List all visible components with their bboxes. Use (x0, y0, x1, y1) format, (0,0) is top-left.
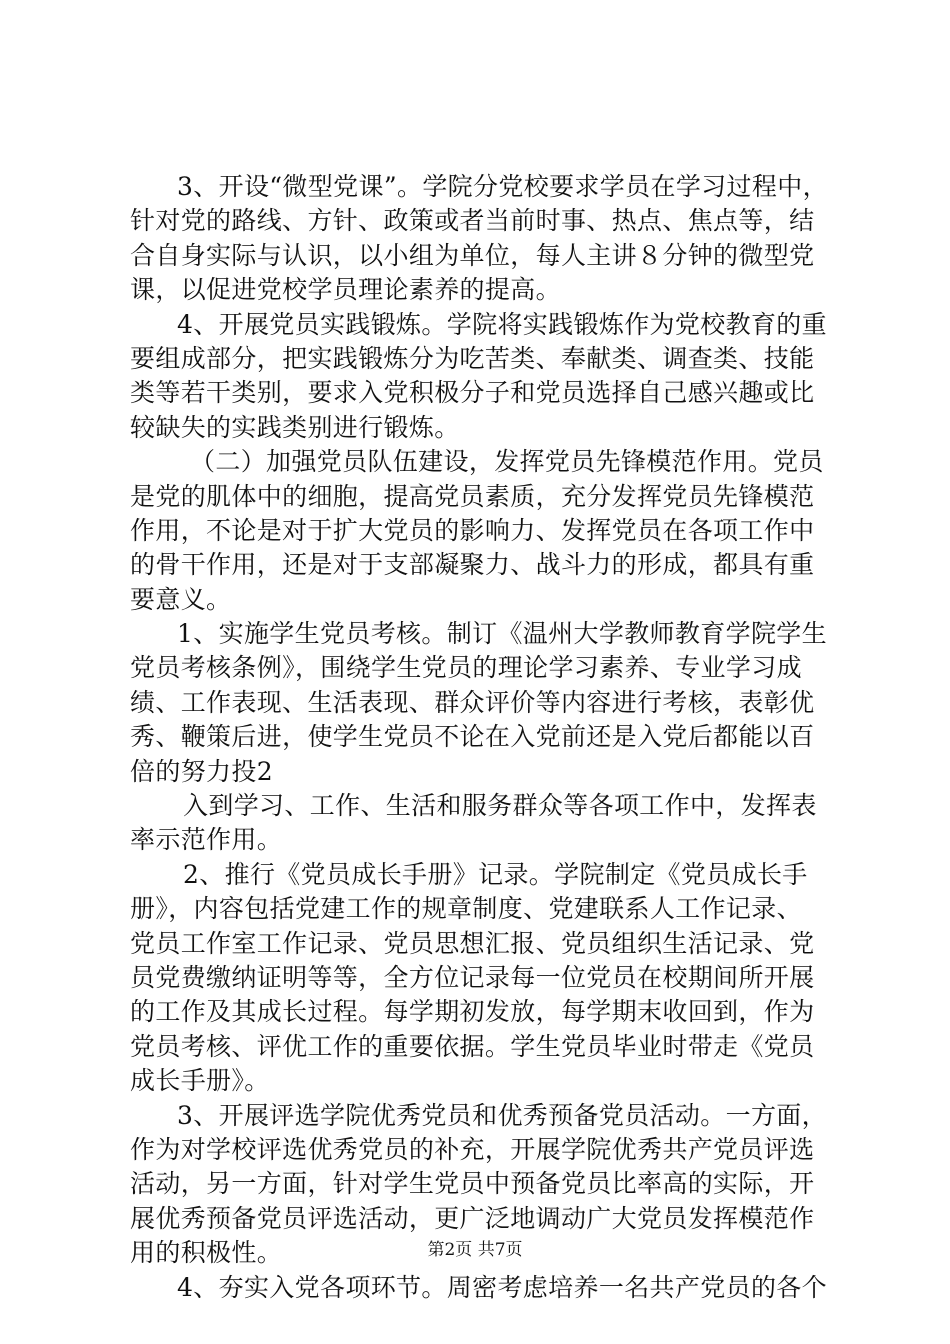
text-line: 要意义。 (130, 584, 232, 614)
text-line: 党员考核条例》，围绕学生党员的理论学习素养、专业学习成 (130, 653, 802, 683)
document-body (130, 170, 830, 1305)
text-line: 课，以促进党校学员理论素养的提高。 (130, 275, 561, 305)
text-line: 成长手册》。 (130, 1066, 270, 1096)
text-line: 党员考核、评优工作的重要依据。学生党员毕业时带走《党员 (130, 1031, 815, 1061)
text-line: 4、开展党员实践锻炼。学院将实践锻炼作为党校教育的重 (177, 309, 828, 339)
text-line: 的工作及其成长过程。每学期初发放，每学期末收回到，作为 (130, 997, 815, 1027)
text-line: 倍的努力投2 (130, 756, 274, 786)
text-line: 用的积极性。 (130, 1238, 283, 1268)
text-line: 绩、工作表现、生活表现、群众评价等内容进行考核，表彰优 (130, 687, 815, 717)
text-line: 作用，不论是对于扩大党员的影响力、发挥党员在各项工作中 (130, 515, 815, 545)
text-line: 合自身实际与认识，以小组为单位，每人主讲８分钟的微型党 (130, 240, 815, 270)
text-line: 3、开设“微型党课”。学院分党校要求学员在学习过程中， (177, 172, 828, 201)
page-number-footer: 第2页 共7页 (427, 1240, 523, 1260)
text-line: 员党费缴纳证明等等，全方位记录每一位党员在校期间所开展 (130, 962, 815, 992)
text-line: 1、实施学生党员考核。制订《温州大学教师教育学院学生 (177, 619, 828, 649)
text-line: 作为对学校评选优秀党员的补充，开展学院优秀共产党员评选 (130, 1134, 815, 1164)
text-line: 活动，另一方面，针对学生党员中预备党员比率高的实际，开 (130, 1169, 815, 1199)
text-line: 针对党的路线、方针、政策或者当前时事、热点、焦点等，结 (130, 206, 815, 236)
text-line: 册》，内容包括党建工作的规章制度、党建联系人工作记录、 (130, 894, 802, 924)
text-line: 要组成部分，把实践锻炼分为吃苦类、奉献类、调查类、技能 (130, 343, 815, 373)
text-line: 入到学习、工作、生活和服务群众等各项工作中，发挥表 (183, 791, 817, 821)
text-line: （二）加强党员队伍建设，发挥党员先锋模范作用。党员 (190, 447, 824, 477)
text-line: 是党的肌体中的细胞，提高党员素质，充分发挥党员先锋模范 (130, 481, 815, 511)
text-line: 3、开展评选学院优秀党员和优秀预备党员活动。一方面， (177, 1100, 828, 1130)
text-line: 4、夯实入党各项环节。周密考虑培养一名共产党员的各个 (177, 1272, 828, 1302)
text-line: 秀、鞭策后进，使学生党员不论在入党前还是入党后都能以百 (130, 722, 815, 752)
text-line: 党员工作室工作记录、党员思想汇报、党员组织生活记录、党 (130, 928, 815, 958)
text-line: 展优秀预备党员评选活动，更广泛地调动广大党员发挥模范作 (130, 1203, 815, 1233)
text-line: 率示范作用。 (130, 825, 283, 855)
text-line: 的骨干作用，还是对于支部凝聚力、战斗力的形成，都具有重 (130, 550, 815, 580)
text-line: 较缺失的实践类别进行锻炼。 (130, 412, 460, 442)
text-line: 类等若干类别，要求入党积极分子和党员选择自己感兴趣或比 (130, 378, 815, 408)
text-line: 2、推行《党员成长手册》记录。学院制定《党员成长手 (183, 859, 808, 889)
